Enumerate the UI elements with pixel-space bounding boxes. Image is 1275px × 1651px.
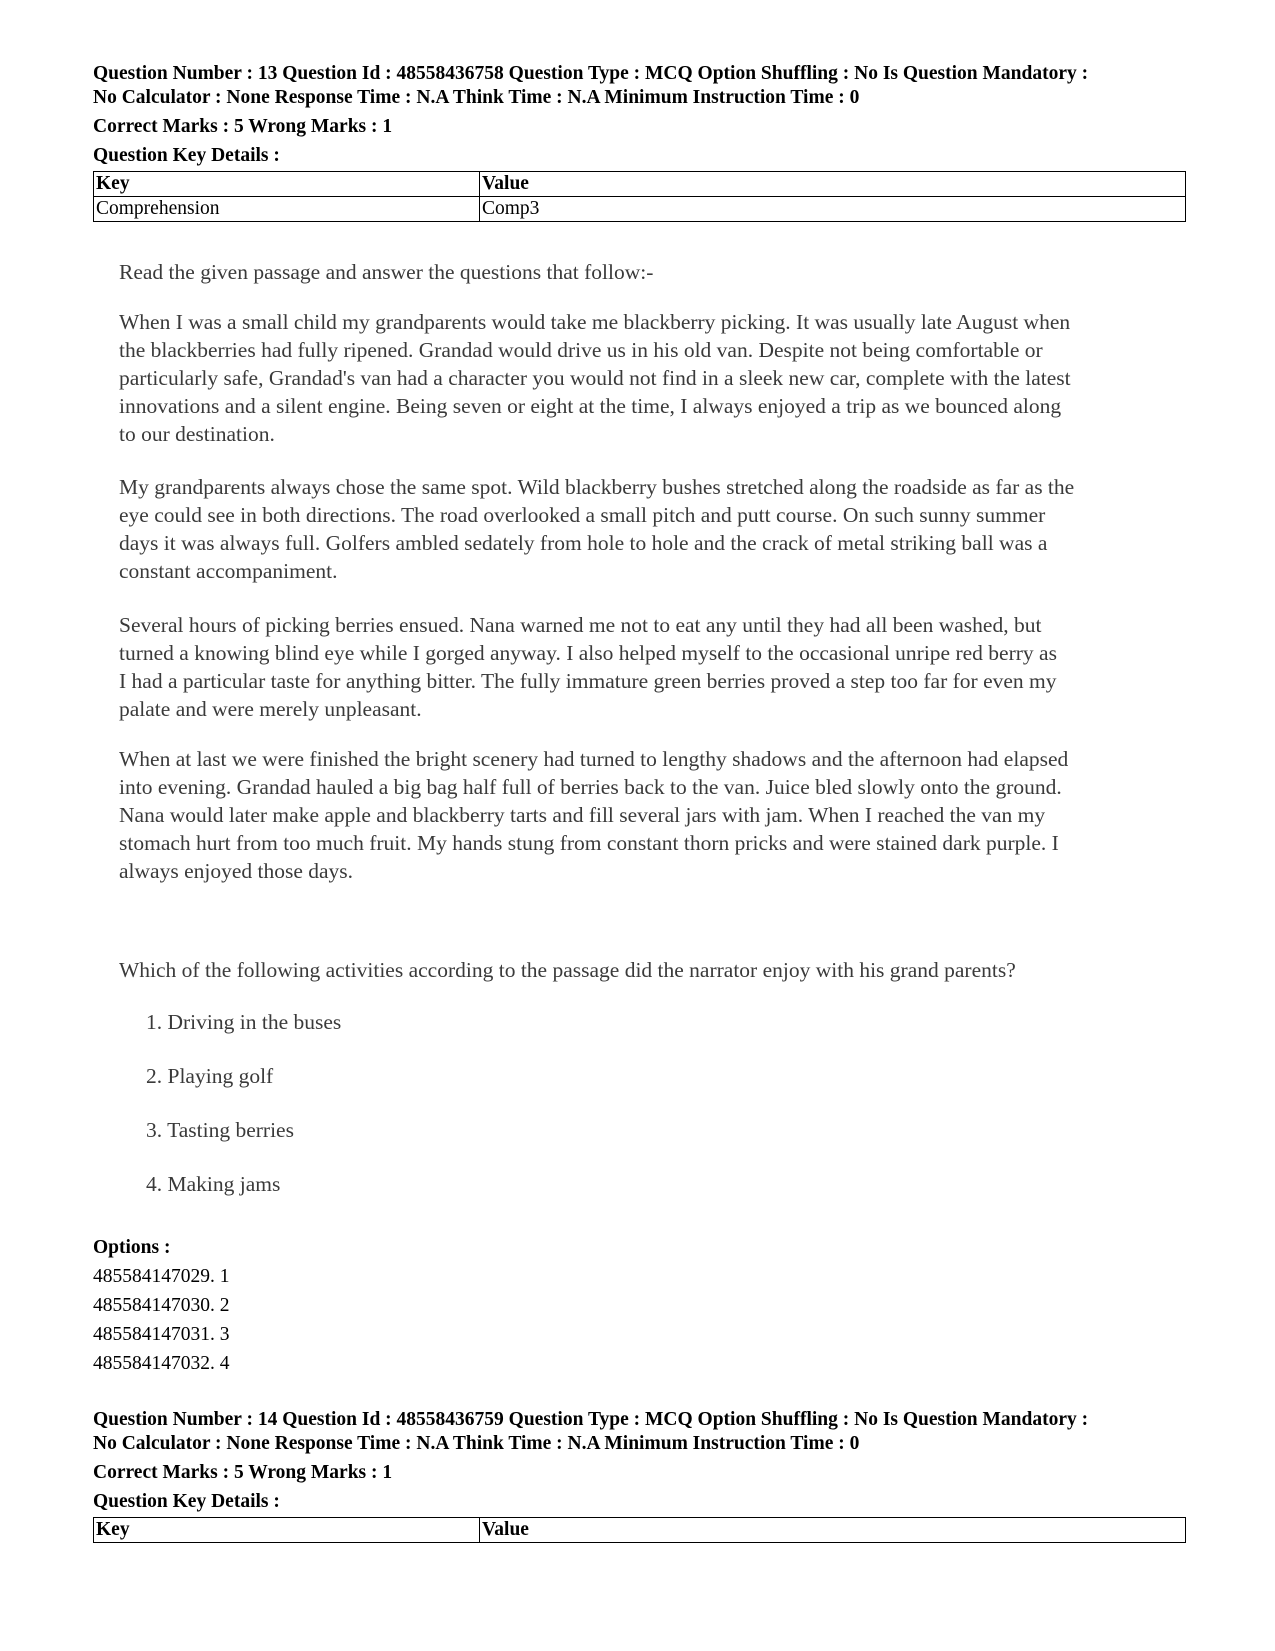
option-3: 485584147031. 3 — [93, 1324, 230, 1345]
passage-line: I had a particular taste for anything bitter. The fully immature green berries proved a step too far for even my — [119, 669, 1057, 693]
passage-line: to our destination. — [119, 422, 275, 446]
table-header-key: Key — [94, 1518, 480, 1543]
passage-line: turned a knowing blind eye while I gorged anyway. I also helped myself to the occasional unripe red berry as — [119, 641, 1057, 665]
passage-instruction: Read the given passage and answer the questions that follow:- — [119, 260, 654, 284]
q14-marks: Correct Marks : 5 Wrong Marks : 1 — [93, 1462, 393, 1483]
passage-paragraph-2 — [119, 473, 1179, 585]
passage-line: the blackberries had fully ripened. Grandad would drive us in his old van. Despite not being comfortable or — [119, 338, 1043, 362]
table-header-value: Value — [480, 172, 1186, 197]
question-text: Which of the following activities according to the passage did the narrator enjoy with his grand parents? — [119, 958, 1016, 982]
passage-line: days it was always full. Golfers ambled sedately from hole to hole and the crack of metal striking ball was a — [119, 531, 1048, 555]
options-label: Options : — [93, 1237, 171, 1258]
passage-line: constant accompaniment. — [119, 559, 338, 583]
passage-line: Nana would later make apple and blackberry tarts and fill several jars with jam. When I reached the van my — [119, 803, 1046, 827]
q13-marks: Correct Marks : 5 Wrong Marks : 1 — [93, 116, 393, 137]
q14-header — [93, 1408, 1187, 1543]
passage-paragraph-1 — [119, 308, 1179, 448]
passage-line: eye could see in both directions. The road overlooked a small pitch and putt course. On such sunny summer — [119, 503, 1046, 527]
q14-header-line2: No Calculator : None Response Time : N.A Think Time : N.A Minimum Instruction Time : 0 — [93, 1433, 860, 1454]
passage-paragraph-4 — [119, 745, 1179, 885]
passage-line: palate and were merely unpleasant. — [119, 697, 422, 721]
table-header-value: Value — [480, 1518, 1186, 1543]
option-4: 485584147032. 4 — [93, 1353, 230, 1374]
passage-line: stomach hurt from too much fruit. My hands stung from constant thorn pricks and were stained dark purple. I — [119, 831, 1059, 855]
passage-line: When I was a small child my grandparents would take me blackberry picking. It was usually late August when — [119, 310, 1071, 334]
passage-line: particularly safe, Grandad's van had a character you would not find in a sleek new car, complete with the latest — [119, 366, 1071, 390]
question-item-4: 4. Making jams — [146, 1172, 281, 1196]
passage-line: My grandparents always chose the same spot. Wild blackberry bushes stretched along the roadside as far as the — [119, 475, 1075, 499]
q14-key-table — [93, 1517, 1186, 1543]
passage-paragraph-3 — [119, 611, 1179, 723]
option-1: 485584147029. 1 — [93, 1266, 230, 1287]
table-cell-value: Comp3 — [480, 197, 1186, 222]
question-item-1: 1. Driving in the buses — [146, 1010, 342, 1034]
question-item-3: 3. Tasting berries — [146, 1118, 294, 1142]
table-cell-key: Comprehension — [94, 197, 480, 222]
passage-line: innovations and a silent engine. Being seven or eight at the time, I always enjoyed a trip as we bounced along — [119, 394, 1062, 418]
q13-key-details-label: Question Key Details : — [93, 145, 280, 166]
passage-line: Several hours of picking berries ensued. Nana warned me not to eat any until they had all been washed, but — [119, 613, 1042, 637]
table-header-row — [94, 1518, 1186, 1543]
q13-key-table — [93, 171, 1186, 222]
q13-header — [93, 62, 1187, 222]
question-item-2: 2. Playing golf — [146, 1064, 274, 1088]
table-row — [94, 197, 1186, 222]
passage-line: always enjoyed those days. — [119, 859, 354, 883]
table-header-key: Key — [94, 172, 480, 197]
q13-header-line2: No Calculator : None Response Time : N.A Think Time : N.A Minimum Instruction Time : 0 — [93, 87, 860, 108]
passage-line: into evening. Grandad hauled a big bag half full of berries back to the van. Juice bled slowly onto the ground. — [119, 775, 1062, 799]
q14-key-details-label: Question Key Details : — [93, 1491, 280, 1512]
options-block — [93, 1233, 230, 1378]
table-header-row — [94, 172, 1186, 197]
passage-line: When at last we were finished the bright scenery had turned to lengthy shadows and the afternoon had elapsed — [119, 747, 1069, 771]
q14-header-line1: Question Number : 14 Question Id : 48558436759 Question Type : MCQ Option Shuffling : No Is Question Mandatory : — [93, 1409, 1089, 1430]
option-2: 485584147030. 2 — [93, 1295, 230, 1316]
q13-header-line1: Question Number : 13 Question Id : 48558436758 Question Type : MCQ Option Shuffling : No Is Question Mandatory : — [93, 63, 1089, 84]
